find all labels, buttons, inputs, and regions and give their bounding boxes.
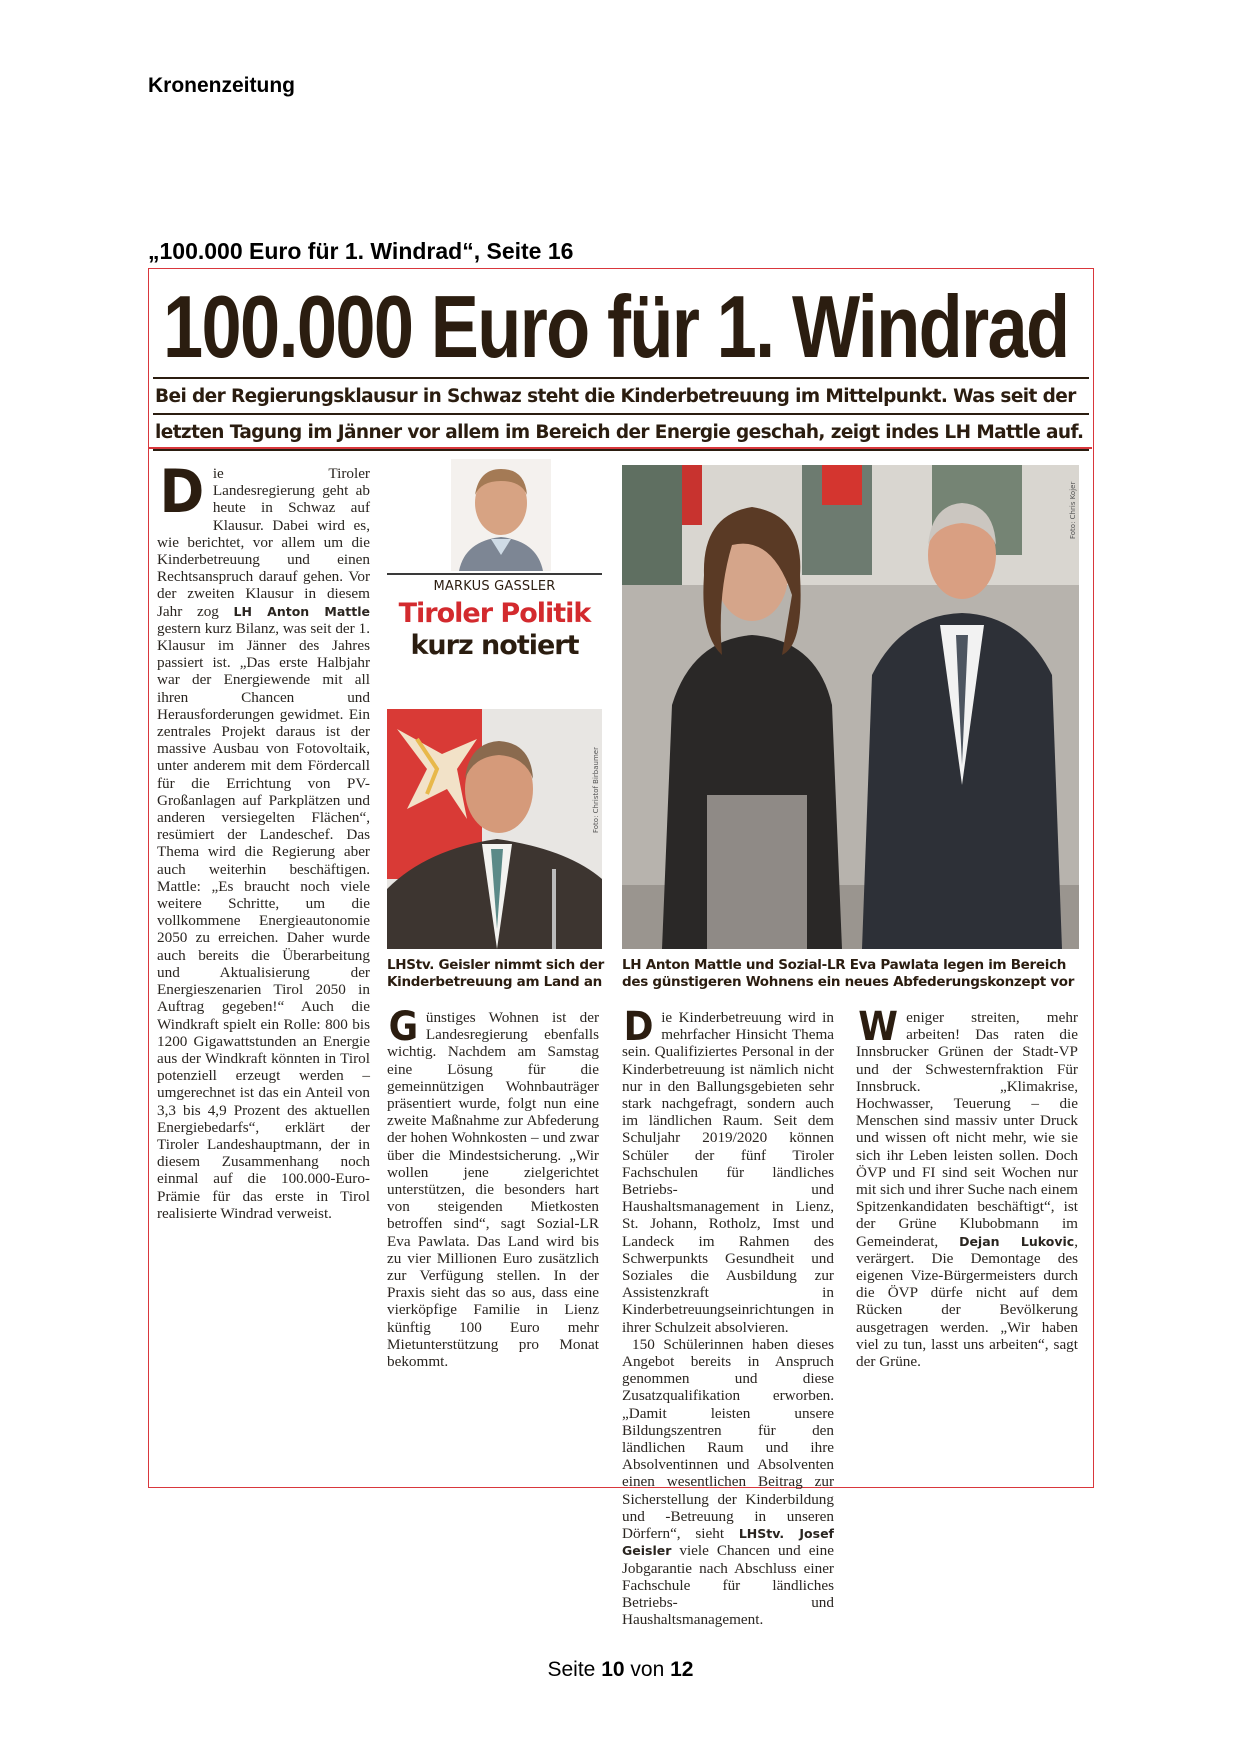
drop-cap: D	[623, 1004, 654, 1050]
person-name: Dejan Lukovic	[959, 1233, 1075, 1249]
divider	[387, 573, 602, 575]
lead-text	[153, 377, 1089, 451]
photo-credit: Foto: Chris Kojer	[1069, 481, 1077, 539]
person-name: LH Anton Mattle	[233, 603, 370, 619]
paragraph: Günstiges Wohnen ist der Landesregierung ebenfalls wichtig. Nachdem am Samstag eine Lösung für die gemeinnützigen Wohnbauträger präsentiert wurde, folgt nun eine zweite Maßnahme zur Abfederung der hohen Wohnkosten – und zwar über die Mindestsicherung. „Wir wollen jene zielgerichtet unterstützen, die besonders hart von steigenden Mietkosten betroffen sind“, sagt Sozial-LR Eva Pawlata. Das Land wird bis zu vier Millionen Euro zusätzlich zur Verfügung stellen. In der Praxis sieht das so aus, dass eine vierköpfige Familie in Lienz künftig 100 Euro mehr Mietunterstützung pro Monat bekommt.	[387, 1004, 599, 1371]
article-clipping	[148, 268, 1094, 1629]
photo-mattle-pawlata	[622, 465, 1079, 949]
paragraph: 150 Schülerinnen haben dieses Angebot bereits in Anspruch genommen und diese Zusatzqualifikation erworben. „Damit leisten unsere Bildungszentren für den ländlichen Raum und ihre Absolventinnen und Absolventen einen wesentlichen Beitrag zur Sicherstellung der Kinderbildung und -Betreuung in unseren Dörfern“, sieht LHStv. Josef Geisler viele Chancen und eine Jobgarantie nach Abschluss einer Fachschule für ländliches Betriebs- und Haushaltsmanagement.	[622, 1335, 834, 1629]
column-box	[387, 459, 602, 669]
group-photo-image	[622, 465, 1079, 949]
author-portrait	[451, 459, 551, 571]
paragraph: Die Kinderbetreuung wird in mehrfacher Hinsicht Thema sein. Qualifiziertes Personal in der Kinderbetreuung ist nämlich nicht nur in den Ballungsgebieten sehr stark nachgefragt, sondern auch im ländlichen Raum. Seit dem Schuljahr 2019/2020 können Schüler der fünf Tiroler Fachschulen für ländliches Betriebs- und Haushaltsmanagement in Lienz, St. Johann, Rotholz, Imst und Landeck im Rahmen des Schwerpunkts Gesundheit und Soziales die Ausbildung zur Assistenzkraft in Kinderbetreuungseinrichtungen in ihrer Schulzeit absolvieren.	[622, 1004, 834, 1336]
text-column-1	[157, 457, 370, 1222]
drop-cap: W	[858, 1004, 898, 1050]
lead-line: Bei der Regierungsklausur in Schwaz steht die Kinderbetreuung im Mittelpunkt. Was seit der	[153, 379, 1089, 415]
section-divider	[149, 447, 1092, 449]
photo-credit: Foto: Christof Birbaumer	[592, 747, 600, 833]
page-footer: Seite 10 von 12	[547, 1658, 694, 1681]
drop-cap: G	[388, 1004, 419, 1050]
article-reference: „100.000 Euro für 1. Windrad“, Seite 16	[148, 238, 574, 264]
person-name: LHStv. Josef Geisler	[622, 1526, 834, 1559]
text-column-2	[387, 1004, 599, 1371]
column-title: Tiroler Politik	[398, 598, 591, 629]
text-column-3	[622, 1004, 834, 1629]
headline: 100.000 Euro für 1. Windrad	[163, 277, 1069, 376]
photo-caption: LH Anton Mattle und Sozial-LR Eva Pawlata legen im Bereich des günstigeren Wohnens ein neues Abfederungskonzept vor	[622, 957, 1075, 990]
photo-geisler	[387, 709, 602, 949]
column-subtitle: kurz notiert	[410, 630, 579, 661]
author-name: MARKUS GASSLER	[433, 579, 556, 594]
portrait-image	[387, 709, 602, 949]
lead-line: letzten Tagung im Jänner vor allem im Bereich der Energie geschah, zeigt indes LH Mattle auf.	[153, 415, 1089, 451]
paragraph: Die Tiroler Landesregierung geht ab heute in Schwaz auf Klausur. Dabei wird es, wie berichtet, vor allem um die Kinderbetreuung und einen Rechtsanspruch darauf gehen. Vor der zweiten Klausur in diesem Jahr zog LH Anton Mattle gestern kurz Bilanz, was seit der 1. Klausur im Jänner des Jahres passiert ist. „Das erste Halbjahr war der Energiewende mit all ihren Chancen und Herausforderungen gewidmet. Ein zentrales Projekt daraus ist der massive Ausbau von Fotovoltaik, unter anderem mit dem Fördercall für die Errichtung von PV-Großanlagen auf Parkplätzen und anderen versiegelten Flächen“, resümiert der Landeschef. Das Thema wird die Regierung aber auch weiterhin beschäftigen. Mattle: „Es braucht noch viele weitere Schritte, um die vollkommene Energieautonomie 2050 zu erreichen. Daher wurde auch bereits die Überarbeitung und Aktualisierung der Energieszenarien Tirol 2050 in Auftrag gegeben!“ Auch die Windkraft spielt ein Rolle: 800 bis 1200 Gigawattstunden an Energie aus der Windkraft könnten in Tirol potenziell erzeugt werden – umgerechnet ist das ein Anteil von 3,3 bis 4,9 Prozent des aktuellen Energiebedarfs“, erklärt der Tiroler Landeshauptmann, der in diesem Zusammenhang noch einmal auf die 100.000-Euro-Prämie für das erste in Tirol realisierte Windrad verweist.	[157, 457, 370, 1222]
current-page: 10	[601, 1658, 625, 1681]
drop-cap: D	[159, 457, 205, 527]
newspaper-source: Kronenzeitung	[148, 74, 295, 97]
photo-caption: LHStv. Geisler nimmt sich der Kinderbetreuung am Land an	[387, 957, 604, 990]
paragraph: Weniger streiten, mehr arbeiten! Das raten die Innsbrucker Grünen der Stadt-VP und der Schwesternfraktion Für Innsbruck. „Klimakrise, Hochwasser, Teuerung – die Menschen sind massiv unter Druck und wissen oft nicht mehr, wie sie sich ihr Leben leisten sollen. Doch ÖVP und FI sind seit Wochen nur mit sich und ihrer Suche nach einem Spitzenkandidaten beschäftigt“, ist der Grüne Klubobmann im Gemeinderat, Dejan Lukovic, verärgert. Die Demontage des eigenen Vize-Bürgermeisters durch die ÖVP dürfe nicht auf dem Rücken der Bevölkerung ausgetragen werden. „Wir haben viel zu tun, lasst uns arbeiten“, sagt der Grüne.	[856, 1004, 1078, 1371]
text-column-4	[856, 1004, 1078, 1371]
total-pages: 12	[670, 1658, 694, 1681]
